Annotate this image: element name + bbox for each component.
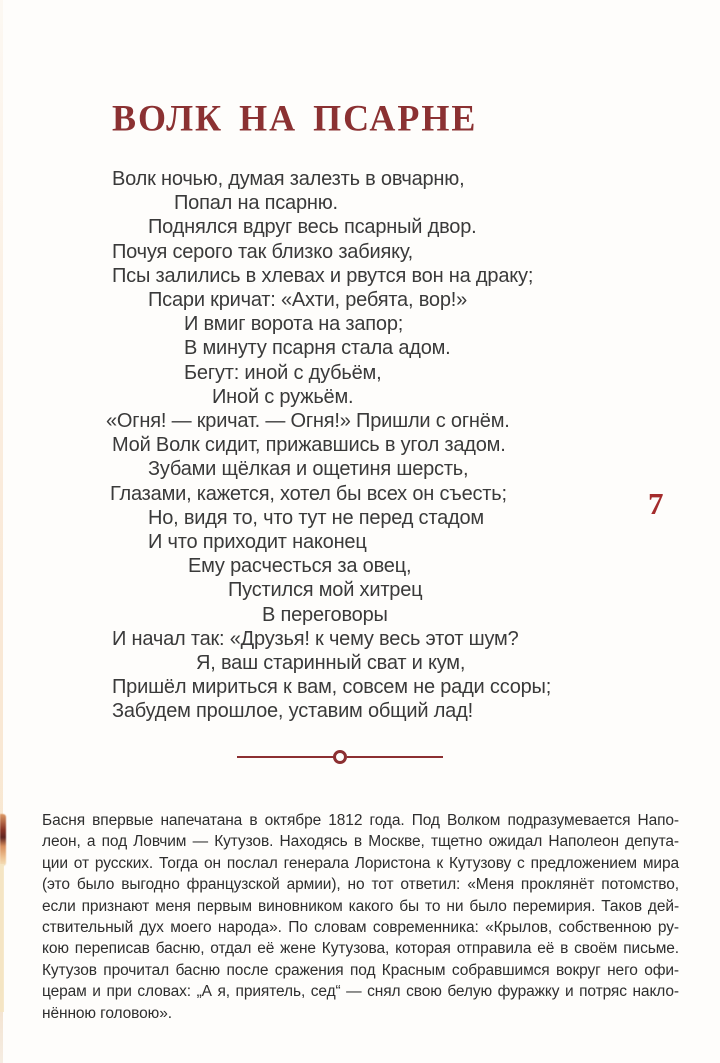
- poem-line: «Огня! — кричат. — Огня!» Пришли с огнём.: [106, 410, 510, 433]
- poem-line: Поднялся вдруг весь псарный двор.: [148, 216, 477, 239]
- poem-line: Ему расчесться за овец,: [188, 555, 412, 578]
- footnote-line: ции от русских. Тогда он послал генерала Лористона к Кутузову с предложением мира: [42, 854, 679, 872]
- footnote-line: ствительный дух моего народа». По словам современника: «Крылов, собственною ру-: [42, 919, 679, 937]
- footnote-line: если признают меня первым виновником какого бы то ни было перемирия. Таков дей-: [42, 897, 679, 915]
- footnote-line: нённою головою».: [42, 1004, 172, 1022]
- poem-line: Мой Волк сидит, прижавшись в угол задом.: [112, 434, 506, 457]
- page-title: ВОЛК НА ПСАРНЕ: [112, 97, 478, 139]
- poem-line: Псы залились в хлевах и рвутся вон на драку;: [112, 264, 534, 287]
- footnote-line: церам и при словах: „А я, приятель, сед“ — снял свою белую фуражку и потряс накло-: [42, 983, 679, 1001]
- poem-line: Попал на псарню.: [174, 192, 338, 215]
- footnote-line: Басня впервые напечатана в октябре 1812 года. Под Волком подразумевается Напо-: [42, 812, 679, 829]
- poem-line: В минуту псарня стала адом.: [184, 337, 451, 360]
- footnote-line: кою переписав басню, отдал её жене Кутузова, которая отправила её в своём письме.: [42, 940, 679, 958]
- poem-line: Я, ваш старинный сват и кум,: [196, 652, 466, 675]
- poem-line: Пришёл мириться к вам, совсем не ради ссоры;: [112, 676, 552, 699]
- divider-rule-left: [237, 756, 334, 759]
- divider-rule-right: [347, 756, 444, 759]
- footnote-line: леон, а под Ловчим — Кутузов. Находясь в Москве, тщетно ожидал Наполеон депута-: [42, 833, 679, 851]
- poem-line: И вмиг ворота на запор;: [184, 313, 404, 336]
- poem-line: Волк ночью, думая залезть в овчарню,: [112, 168, 465, 190]
- poem-line: В переговоры: [262, 603, 388, 626]
- poem-line: Но, видя то, что тут не перед стадом: [148, 506, 484, 529]
- poem-line: И начал так: «Друзья! к чему весь этот шум?: [112, 627, 519, 650]
- poem-line: Почуя серого так близко забияку,: [112, 240, 414, 263]
- poem-line: Забудем прошлое, уставим общий лад!: [112, 700, 473, 723]
- footnote: [42, 810, 679, 1024]
- poem-line: И что приходит наконец: [148, 531, 367, 554]
- divider-ring-icon: [333, 750, 347, 764]
- poem-line: Бегут: иной с дубьём,: [184, 361, 382, 384]
- page-edge-color-blob: [0, 814, 6, 866]
- section-divider: [237, 748, 443, 766]
- poem: [106, 167, 697, 724]
- footnote-line: (это было выгодно французской армии), но тот ответил: «Меня проклянёт потомство,: [42, 876, 679, 894]
- poem-line: Иной с ружьём.: [212, 385, 354, 408]
- page-number: 7: [648, 486, 664, 521]
- poem-line: Зубами щёлкая и ощетиня шерсть,: [148, 458, 469, 481]
- poem-line: Пустился мой хитрец: [228, 579, 423, 602]
- footnote-line: Кутузов прочитал басню после сражения под Красным собравшимся вокруг него офи-: [42, 961, 679, 979]
- poem-line: Глазами, кажется, хотел бы всех он съесть;: [110, 482, 507, 505]
- poem-line: Псари кричат: «Ахти, ребята, вор!»: [148, 289, 468, 312]
- page-edge-cream-strip: [0, 864, 4, 1012]
